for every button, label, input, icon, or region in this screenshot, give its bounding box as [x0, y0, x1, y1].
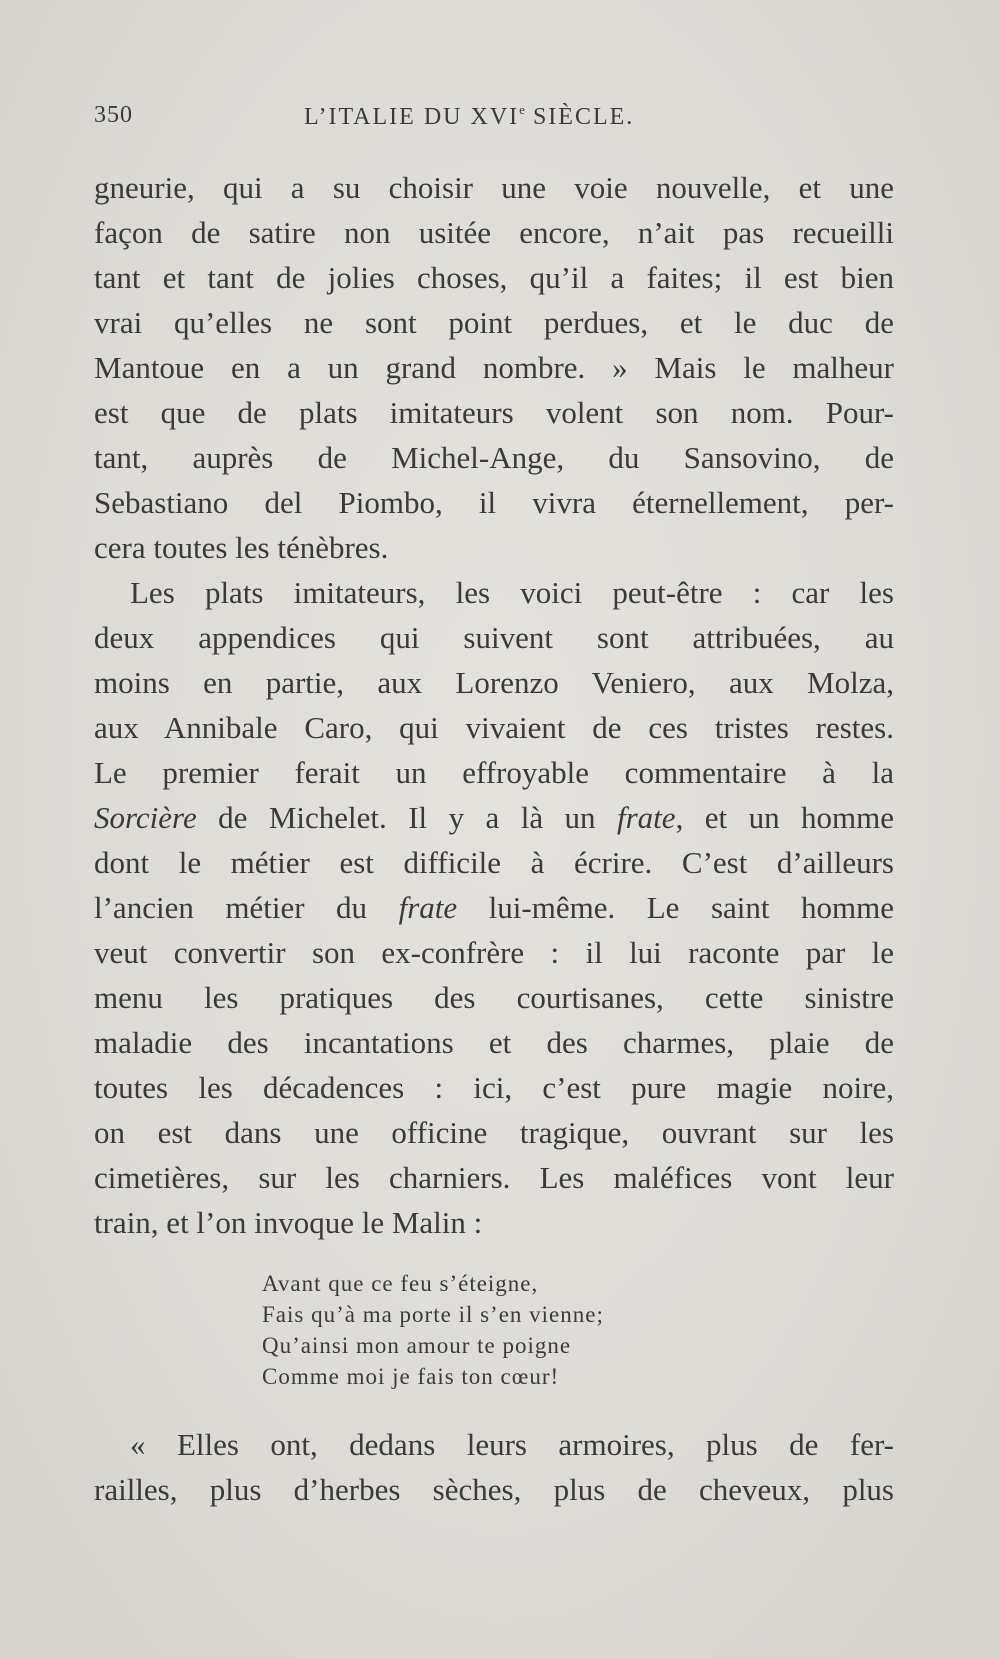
text-line: toutes les décadences : ici, c’est pure magie noire,	[94, 1070, 894, 1105]
running-title-end: SIÈCLE.	[524, 104, 635, 130]
text-fragment: , et un homme	[675, 800, 894, 835]
text-line: vrai qu’elles ne sont point perdues, et le duc de	[94, 305, 894, 340]
text-line: Le premier ferait un effroyable commentaire à la	[94, 755, 894, 790]
text-line: Les plats imitateurs, les voici peut-être : car les	[130, 575, 894, 610]
page-header	[94, 102, 894, 142]
text-line: Sebastiano del Piombo, il vivra éternellement, per-	[94, 485, 894, 520]
text-line: tant, auprès de Michel-Ange, du Sansovino, de	[94, 440, 894, 475]
text-line: veut convertir son ex-confrère : il lui raconte par le	[94, 935, 894, 970]
text-line: Mantoue en a un grand nombre. » Mais le malheur	[94, 350, 894, 385]
verse-line: Avant que ce feu s’éteigne,	[262, 1271, 539, 1296]
italic-word-frate: frate	[398, 890, 458, 925]
text-line: train, et l’on invoque le Malin :	[94, 1205, 483, 1240]
text-line: cimetières, sur les charniers. Les maléfices vont leur	[94, 1160, 894, 1195]
text-line: cera toutes les ténèbres.	[94, 530, 389, 565]
running-title-main: L’ITALIE DU XVI	[304, 104, 520, 130]
text-line: on est dans une officine tragique, ouvrant sur les	[94, 1115, 894, 1150]
text-line: est que de plats imitateurs volent son nom. Pour-	[94, 395, 894, 430]
italic-title-sorciere: Sorcière	[94, 800, 197, 835]
text-line: aux Annibale Caro, qui vivaient de ces tristes restes.	[94, 710, 894, 745]
text-line: tant et tant de jolies choses, qu’il a faites; il est bien	[94, 260, 894, 295]
text-line: moins en partie, aux Lorenzo Veniero, aux Molza,	[94, 665, 894, 700]
text-line: deux appendices qui suivent sont attribuées, au	[94, 620, 894, 655]
text-line: « Elles ont, dedans leurs armoires, plus de fer-	[130, 1427, 894, 1462]
text-line: railles, plus d’herbes sèches, plus de cheveux, plus	[94, 1472, 894, 1507]
text-line: dont le métier est difficile à écrire. C’est d’ailleurs	[94, 845, 894, 880]
verse-line: Comme moi je fais ton cœur!	[262, 1364, 560, 1389]
verse-line: Qu’ainsi mon amour te poigne	[262, 1333, 572, 1358]
text-fragment: l’ancien métier du	[94, 890, 399, 925]
text-fragment: de Michelet. Il y a là un	[196, 800, 617, 835]
verse-line: Fais qu’à ma porte il s’en vienne;	[262, 1302, 604, 1327]
running-title-superscript: e	[519, 102, 525, 117]
text-line: maladie des incantations et des charmes, plaie de	[94, 1025, 894, 1060]
text-line: menu les pratiques des courtisanes, cette sinistre	[94, 980, 894, 1015]
page-number: 350	[94, 102, 133, 128]
text-line: façon de satire non usitée encore, n’ait pas recueilli	[94, 215, 894, 250]
text-line: gneurie, qui a su choisir une voie nouvelle, et une	[94, 170, 894, 205]
text-line	[94, 885, 894, 930]
running-title	[304, 102, 634, 131]
italic-word-frate: frate	[617, 800, 676, 835]
text-fragment: lui-même. Le saint homme	[457, 890, 894, 925]
text-line	[94, 795, 894, 840]
